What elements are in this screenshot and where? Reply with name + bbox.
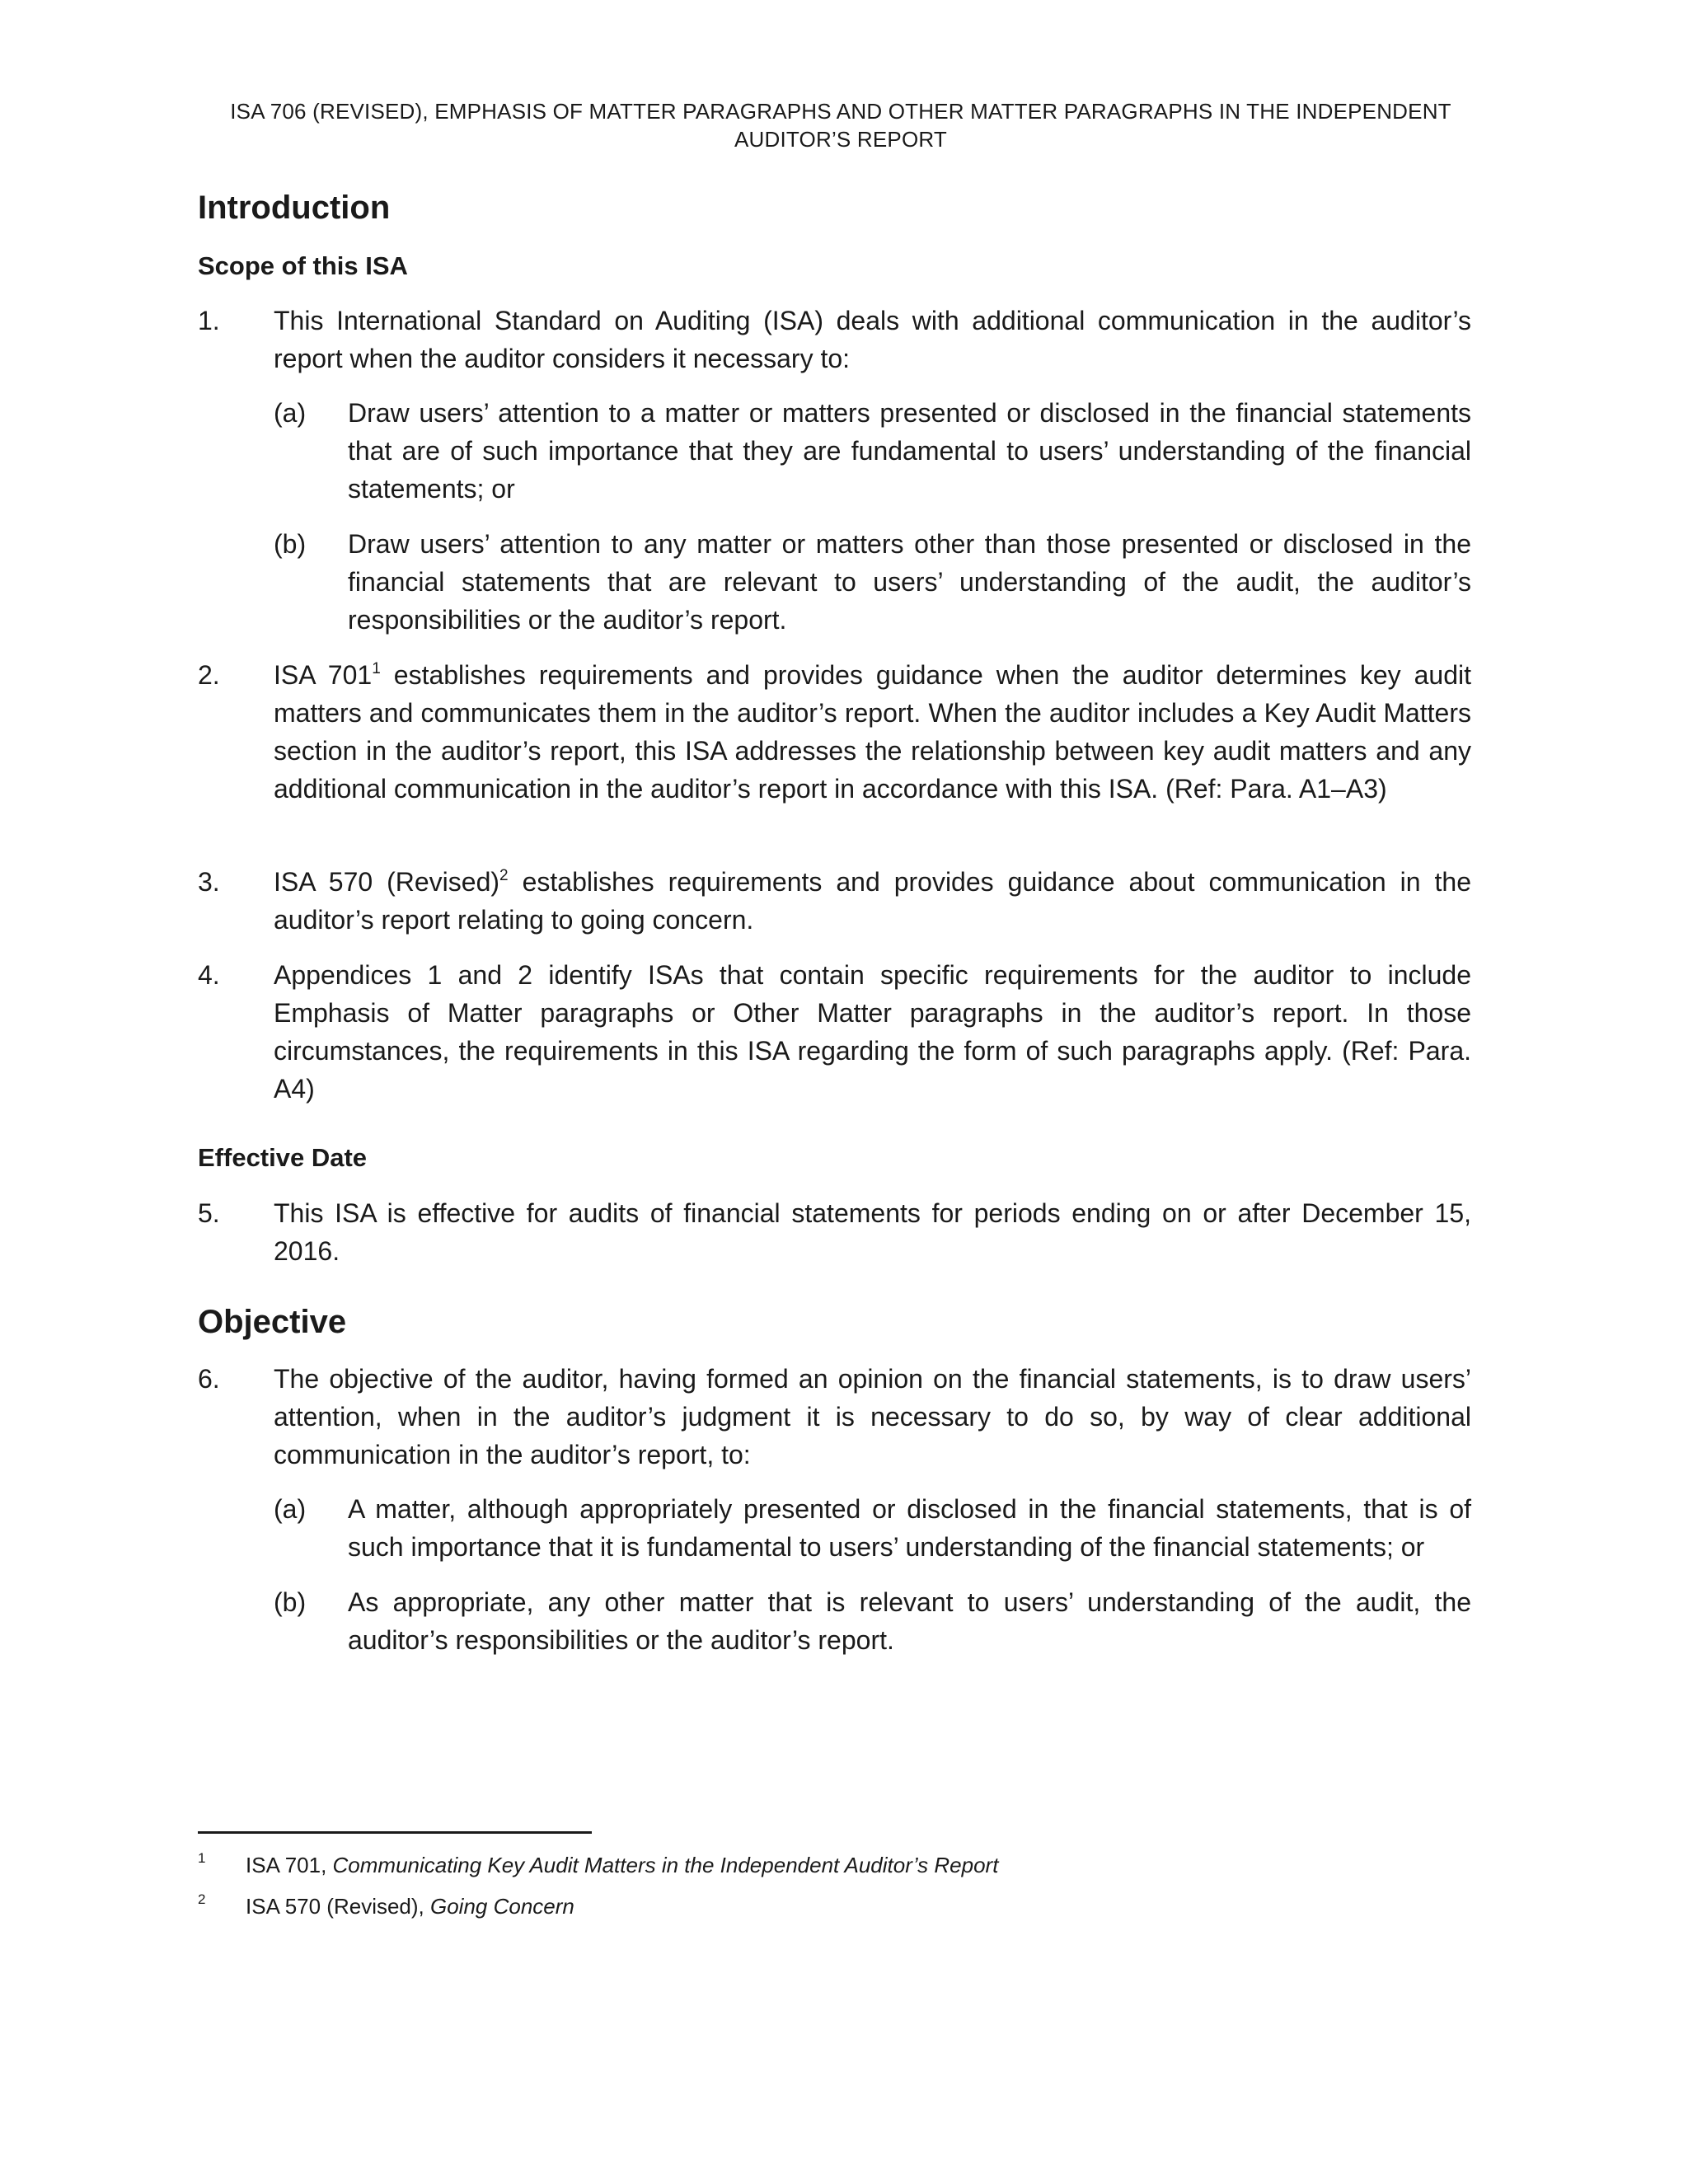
item-label: (b) bbox=[274, 1587, 307, 1617]
item-label: (a) bbox=[274, 398, 307, 428]
introduction-heading: Introduction bbox=[198, 190, 391, 226]
paragraph-text bbox=[274, 863, 1471, 939]
paragraph-6 bbox=[198, 1360, 1471, 1474]
paragraph-number: 2. bbox=[198, 660, 220, 690]
paragraph-text: The objective of the auditor, having formed an opinion on the financial statements, is to draw users’ attention, when in the auditor’s judgment it is necessary to do so, by way of clear additional communication in the auditor’s report, to: bbox=[274, 1364, 1471, 1469]
footnote-title: Going Concern bbox=[430, 1894, 574, 1919]
paragraph-5 bbox=[198, 1194, 1471, 1270]
footnote-1 bbox=[198, 1851, 1467, 1879]
item-text: As appropriate, any other matter that is relevant to users’ understanding of the audit, the auditor’s responsibilities or the auditor’s report. bbox=[348, 1587, 1471, 1655]
scope-heading: Scope of this ISA bbox=[198, 251, 408, 280]
paragraph-2 bbox=[198, 656, 1471, 808]
item-text: Draw users’ attention to any matter or matters other than those presented or disclosed in the financial statements that are relevant to users’ understanding of the audit, the auditor’s responsibilities or the auditor’s report. bbox=[348, 529, 1471, 635]
objective-heading: Objective bbox=[198, 1304, 347, 1340]
item-text: A matter, although appropriately presented or disclosed in the financial statements, that is of such importance that it is fundamental to users’ understanding of the financial statements; or bbox=[348, 1494, 1471, 1562]
running-header-line1: ISA 706 (REVISED), EMPHASIS OF MATTER PARAGRAPHS AND OTHER MATTER PARAGRAPHS IN THE INDEPENDENT bbox=[230, 99, 1451, 124]
paragraph-6-item-a bbox=[274, 1490, 1471, 1566]
standard-reference: ISA 570 (Revised) bbox=[274, 867, 500, 897]
footnote-text bbox=[246, 1851, 1467, 1879]
paragraph-number: 5. bbox=[198, 1198, 220, 1228]
paragraph-6-item-b bbox=[274, 1583, 1471, 1659]
running-header-line2: AUDITOR’S REPORT bbox=[734, 127, 947, 152]
item-text: Draw users’ attention to a matter or matters presented or disclosed in the financial statements that are of such importance that they are fundamental to users’ understanding of the financial statements; or bbox=[348, 398, 1471, 504]
paragraph-text: This International Standard on Auditing (ISA) deals with additional communication in the auditor’s report when the auditor considers it necessary to: bbox=[274, 306, 1471, 373]
footnote-number: 1 bbox=[198, 1850, 206, 1866]
footnote-2 bbox=[198, 1892, 1467, 1920]
paragraph-body: establishes requirements and provides guidance about communication in the auditor’s report relating to going concern. bbox=[274, 867, 1472, 935]
paragraph-4 bbox=[198, 956, 1471, 1108]
paragraph-3 bbox=[198, 863, 1471, 939]
paragraph-number: 6. bbox=[198, 1364, 220, 1394]
paragraph-number: 1. bbox=[198, 306, 220, 335]
footnote-marker-1[interactable]: 1 bbox=[372, 660, 381, 677]
footnote-separator bbox=[198, 1831, 592, 1834]
paragraph-body: establishes requirements and provides guidance when the auditor determines key audit matters and communicates them in the auditor’s report. When the auditor includes a Key Audit Matters section in the auditor’s report, this ISA addresses the relationship between key audit matters and any additional communication in the auditor’s report in accordance with this ISA. (Ref: Para. A1–A3) bbox=[274, 660, 1472, 804]
paragraph-number: 3. bbox=[198, 867, 220, 897]
paragraph-1-item-b bbox=[274, 525, 1471, 639]
item-label: (a) bbox=[274, 1494, 307, 1524]
item-label: (b) bbox=[274, 529, 307, 559]
footnote-number: 2 bbox=[198, 1891, 206, 1907]
effective-date-heading: Effective Date bbox=[198, 1143, 368, 1172]
footnote-plain: ISA 701, bbox=[246, 1853, 333, 1877]
paragraph-text bbox=[274, 656, 1471, 808]
footnote-marker-2[interactable]: 2 bbox=[499, 867, 509, 884]
standard-reference: ISA 701 bbox=[274, 660, 373, 690]
paragraph-number: 4. bbox=[198, 960, 220, 990]
paragraph-text: Appendices 1 and 2 identify ISAs that contain specific requirements for the auditor to include Emphasis of Matter paragraphs or Other Matter paragraphs in the auditor’s report. In those circumstances, the requirements in this ISA regarding the form of such paragraphs apply. (Ref: Para. A4) bbox=[274, 960, 1471, 1104]
footnote-plain: ISA 570 (Revised), bbox=[246, 1894, 430, 1919]
running-header bbox=[198, 97, 1484, 153]
footnote-text bbox=[246, 1892, 1467, 1920]
paragraph-1-item-a bbox=[274, 394, 1471, 508]
paragraph-text: This ISA is effective for audits of financial statements for periods ending on or after December 15, 2016. bbox=[274, 1198, 1471, 1266]
footnote-title: Communicating Key Audit Matters in the Independent Auditor’s Report bbox=[332, 1853, 999, 1877]
paragraph-1 bbox=[198, 302, 1471, 377]
